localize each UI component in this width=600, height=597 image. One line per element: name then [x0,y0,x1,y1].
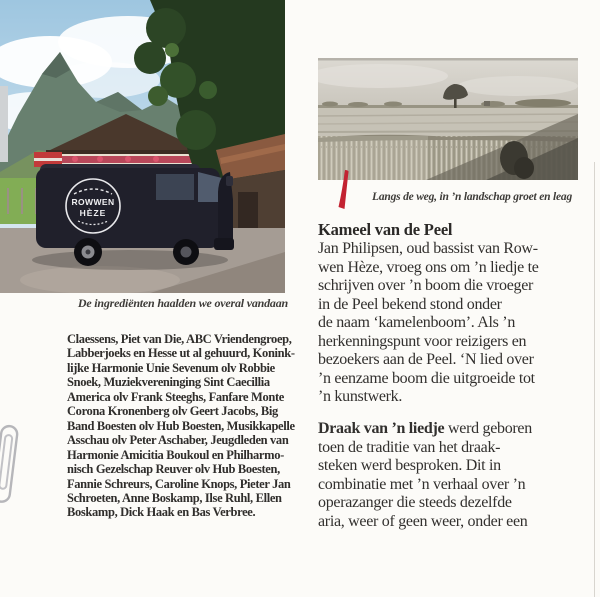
credits-list [67,332,295,520]
paragraph-draak [318,420,532,531]
text-line: Labberjoeks en Hesse ut al gehuurd, Konink- [67,346,295,361]
text-line: ’n kunstwerk. [318,388,403,405]
text-line: toen de traditie van het draak- [318,438,501,456]
text-line: Snoek, Muziekvereninging Sint Caecillia [67,375,270,390]
text-line: nisch Gezelschap Reuver olv Hub Boesten, [67,462,280,477]
text-line: herkenningspunt voor reizigers en [318,332,527,350]
text-line: Band Boesten olv Hub Boesten, Musikkapelle [67,418,295,433]
paperclip [0,419,27,518]
van-logo-line2: HÈZE [79,208,107,218]
peel-landscape-art [318,58,578,180]
text-line: Claessens, Piet van Die, ABC Vriendengroep, [67,332,292,346]
text-line: Asschau olv Peter Aschaber, Jeugdleden van [67,433,289,448]
van-logo-line1: ROWWEN [71,197,115,207]
text-line: Schroeten, Anne Boskamp, Ilse Ruhl, Ellen [67,490,282,505]
road-sign-back [0,86,8,162]
text-line: schrijven over ’n boom die vroeger [318,277,534,294]
page-edge-line [594,162,596,597]
text-line: steken werd besproken. Dit in [318,457,501,474]
red-brush-mark [338,170,351,209]
text-line: operazanger die steeds dezelfde [318,494,512,511]
peel-landscape-photo [318,58,578,180]
text-line: Corona Kronenberg olv Geert Jacobs, Big [67,404,278,419]
article-heading: Kameel van de Peel [318,220,453,239]
text-line: ’n eenzame boom die uitgroeide tot [318,369,535,387]
text-line: combinatie met ’n verhaal over ’n [318,475,526,493]
text-line [318,420,532,439]
inline-lead-rest: werd geboren [444,420,532,437]
text-line: aria, weer of geen weer, onder een [318,512,528,530]
text-line: in de Peel bekend stond onder [318,295,502,313]
text-line: wen Hèze, vroeg ons om ’n liedje te [318,258,539,276]
text-line: Harmonie Amicitia Boukoul en Philharmo- [67,447,284,462]
text-line: lijke Harmonie Unie Sevenum olv Robbie [67,360,275,375]
text-line: bezoekers aan de Peel. ‘N lied over [318,351,534,368]
text-line: Fannie Schreurs, Caroline Knops, Pieter Jan [67,476,291,491]
text-line: de naam ‘kamelenboom’. Als ’n [318,314,516,331]
text-line: Jan Philipsen, oud bassist van Row- [318,240,538,257]
paragraph-kameel [318,240,539,407]
tour-van-photo-art [0,0,285,293]
inline-bold-lead: Draak van ’n liedje [318,420,445,437]
right-photo-caption: Langs de weg, in ’n landschap groet en leag [372,191,573,203]
text-line: Boskamp, Dick Haak en Bas Verbree. [67,505,256,520]
tour-van-photo [0,0,285,293]
text-line: America olv Frank Steeghs, Fanfare Monte [67,389,284,404]
left-photo-caption: De ingrediënten haalden we overal vandaan [77,296,288,310]
